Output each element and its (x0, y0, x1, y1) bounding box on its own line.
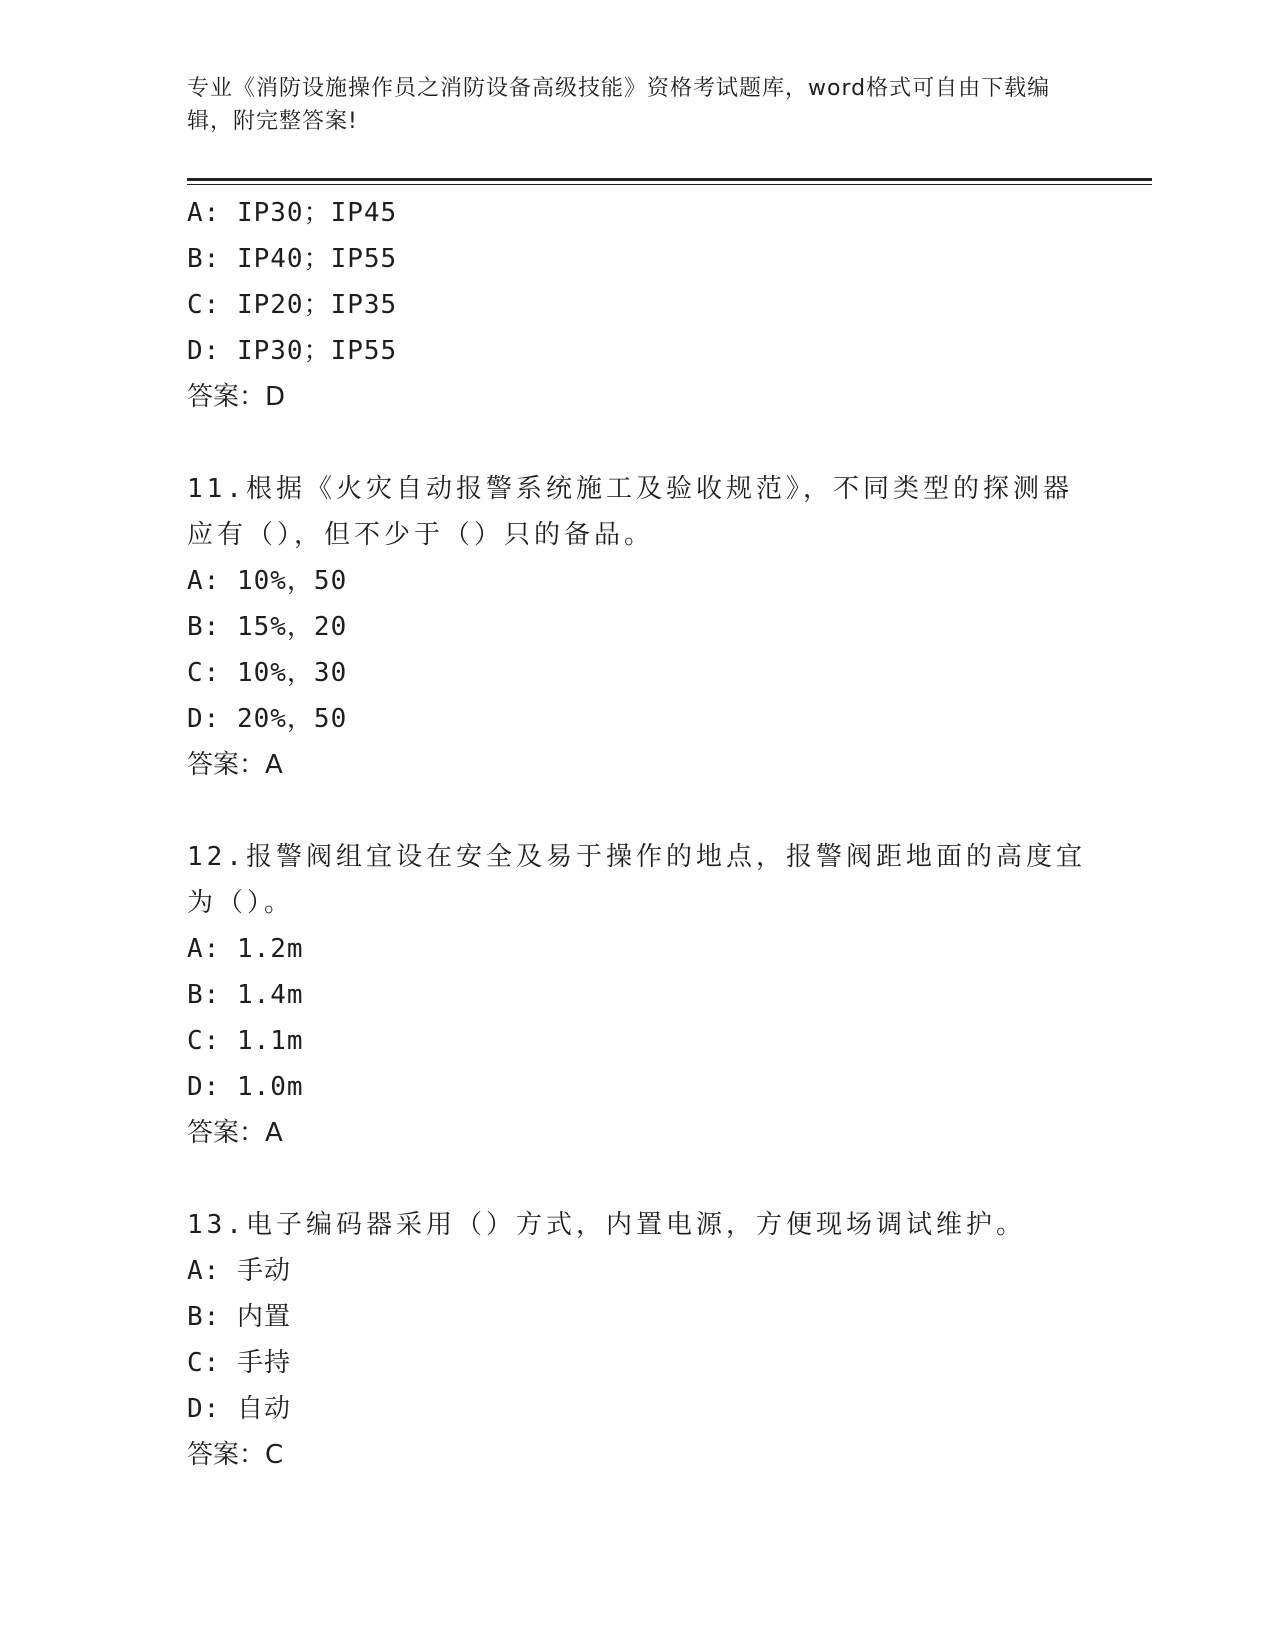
answer: 答案：A (187, 1118, 283, 1148)
answer: 答案：C (187, 1440, 284, 1470)
answer: 答案：A (187, 750, 283, 780)
option-c: C: 1.1m (187, 1026, 304, 1056)
question-11 (187, 466, 1087, 788)
option-b: B: IP40；IP55 (187, 244, 398, 274)
option-b: B: 内置 (187, 1302, 291, 1332)
option-d: D: 1.0m (187, 1072, 304, 1102)
option-a: A: 10%，50 (187, 566, 348, 596)
option-a: A: 手动 (187, 1256, 291, 1286)
option-a: A: 1.2m (187, 934, 304, 964)
option-b: B: 1.4m (187, 980, 304, 1010)
option-c: C: 手持 (187, 1348, 291, 1378)
option-d: D: 自动 (187, 1394, 291, 1424)
question-text: 13.电子编码器采用（）方式，内置电源，方便现场调试维护。 (187, 1210, 1026, 1240)
answer: 答案：D (187, 382, 286, 412)
question-text: 11.根据《火灾自动报警系统施工及验收规范》，不同类型的探测器应有（），但不少于（）只的备品。 (187, 474, 1073, 550)
option-a: A: IP30；IP45 (187, 198, 398, 228)
option-c: C: IP20；IP35 (187, 290, 398, 320)
question-10 (187, 190, 1087, 420)
question-list (187, 190, 1087, 1478)
document-header: 专业《消防设施操作员之消防设备高级技能》资格考试题库，word格式可自由下载编辑，附完整答案! (187, 76, 1051, 134)
question-12 (187, 834, 1087, 1156)
option-b: B: 15%，20 (187, 612, 348, 642)
spacer (187, 420, 1087, 466)
option-d: D: 20%，50 (187, 704, 348, 734)
spacer (187, 788, 1087, 834)
question-13 (187, 1202, 1087, 1478)
header-rule-thin (187, 184, 1152, 185)
spacer (187, 1156, 1087, 1202)
header-rule-thick (187, 178, 1152, 181)
option-d: D: IP30；IP55 (187, 336, 398, 366)
question-text: 12.报警阀组宜设在安全及易于操作的地点，报警阀距地面的高度宜为（）。 (187, 842, 1086, 918)
option-c: C: 10%，30 (187, 658, 348, 688)
